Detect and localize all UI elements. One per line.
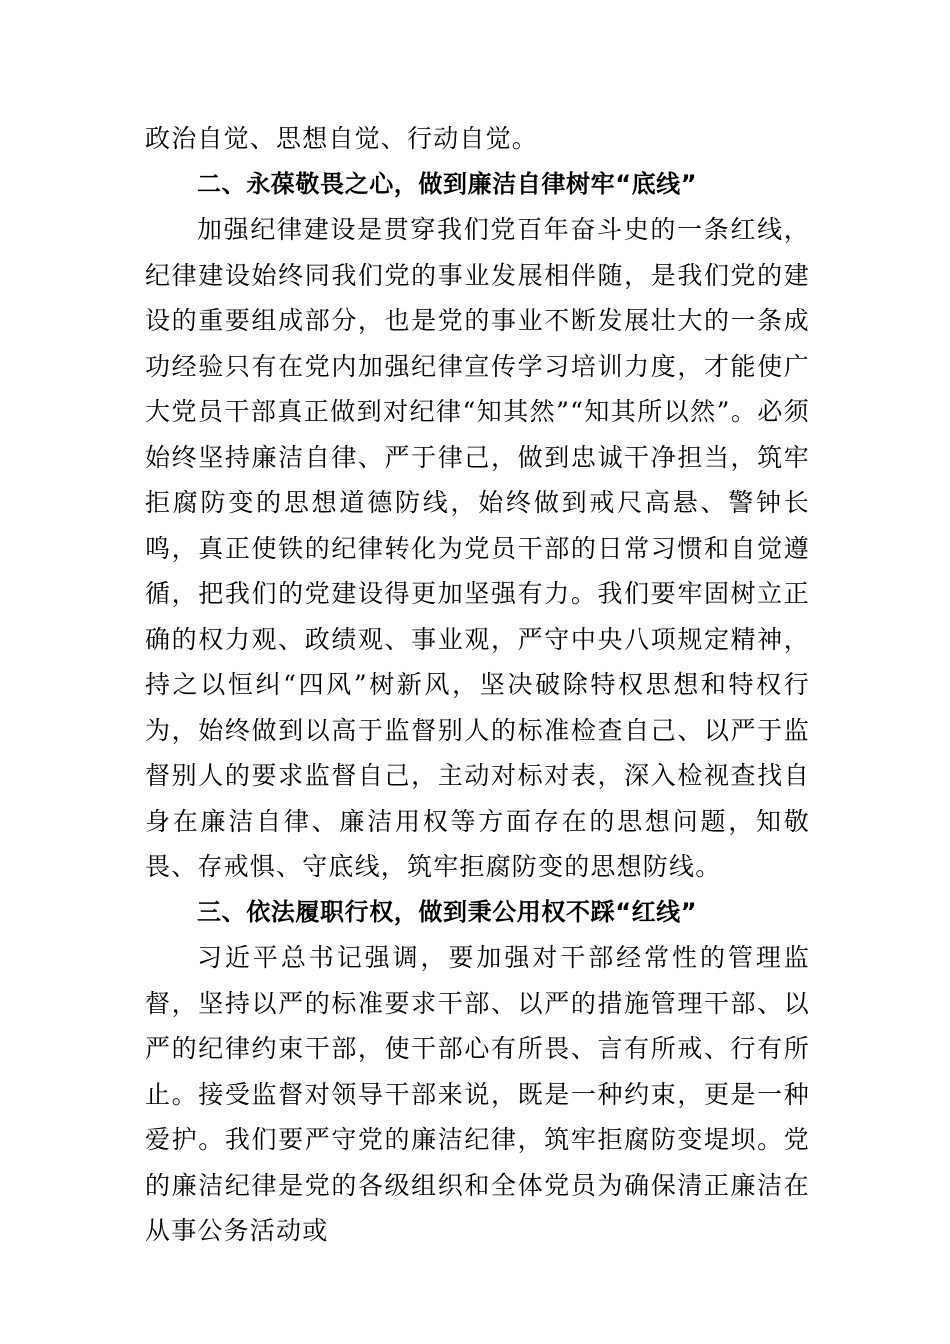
section-heading-3: 三、依法履职行权，做到秉公用权不踩“红线” bbox=[197, 897, 698, 926]
document-body bbox=[145, 116, 810, 1254]
paragraph-supervision: 习近平总书记强调，要加强对干部经常性的管理监督，坚持以严的标准要求干部、以严的措施管理干部、以严的纪律约束干部，使干部心有所畏、言有所戒、行有所止。接受监督对领导干部来说，既是一种约束，更是一种爱护。我们要严守党的廉洁纪律，筑牢拒腐防变堤坝。党的廉洁纪律是党的各级组织和全体党员为确保清正廉洁在从事公务活动或 bbox=[145, 943, 810, 1245]
paragraph-continuation: 政治自觉、思想自觉、行动自觉。 bbox=[145, 124, 539, 153]
paragraph-discipline-building: 加强纪律建设是贯穿我们党百年奋斗史的一条红线，纪律建设始终同我们党的事业发展相伴随，是我们党的建设的重要组成部分，也是党的事业不断发展壮大的一条成功经验只有在党内加强纪律宣传学习培训力度，才能使广大党员干部真正做到对纪律“知其然”“知其所以然”。必须始终坚持廉洁自律、严于律己，做到忠诚干净担当，筑牢拒腐防变的思想道德防线，始终做到戒尺高悬、警钟长鸣，真正使铁的纪律转化为党员干部的日常习惯和自觉遵循，把我们的党建设得更加坚强有力。我们要牢固树立正确的权力观、政绩观、事业观，严守中央八项规定精神，持之以恒纠“四风”树新风，坚决破除特权思想和特权行为，始终做到以高于监督别人的标准检查自己、以严于监督别人的要求监督自己，主动对标对表，深入检视查找自身在廉洁自律、廉洁用权等方面存在的思想问题，知敬畏、存戒惧、守底线，筑牢拒腐防变的思想防线。 bbox=[145, 215, 810, 881]
section-heading-2: 二、永葆敬畏之心，做到廉洁自律树牢“底线” bbox=[197, 169, 698, 198]
